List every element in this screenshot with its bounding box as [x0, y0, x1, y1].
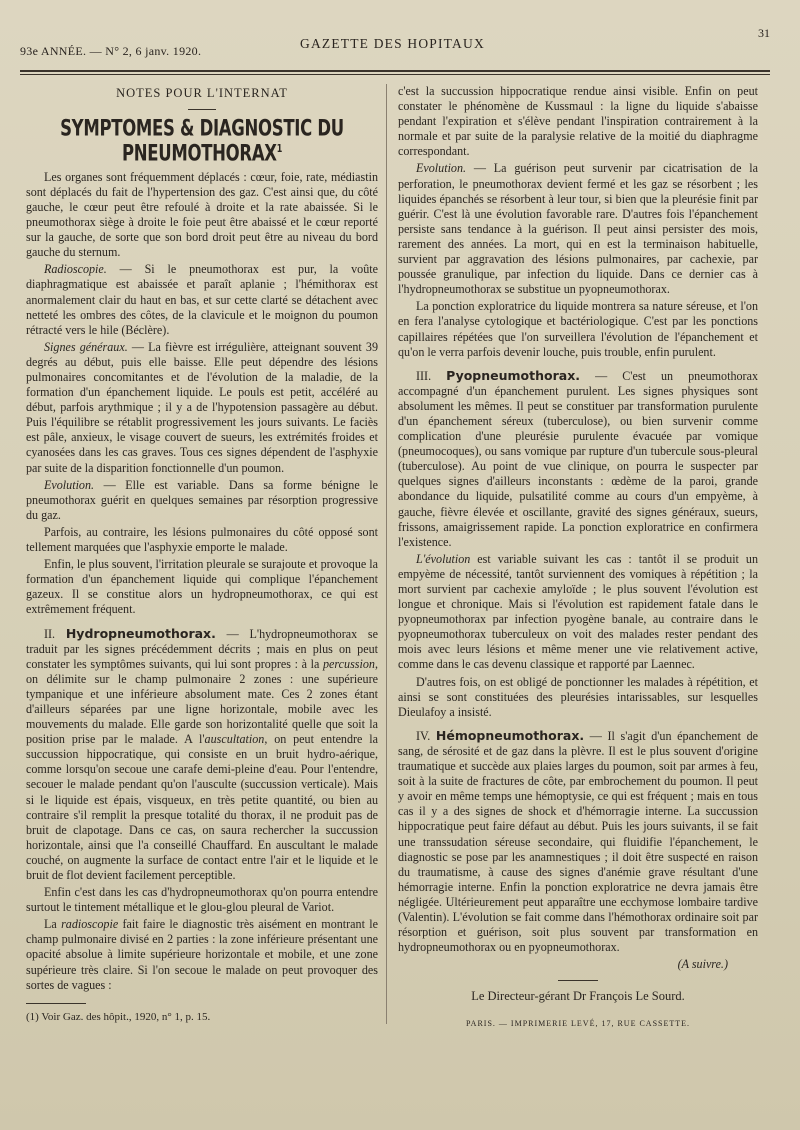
article-columns: [20, 84, 770, 1084]
paragraph: [26, 478, 378, 523]
paragraph: Les organes sont fréquemment déplacés : cœur, foie, rate, médiastin sont déplacés du fait de l'hypertension des gaz. C'est ainsi que, du côté gauche, le cœur peut être refoulé à droite et la rate abaissée. Si le pneumothorax siège à droite le foie peut être abaissé et le cœur reporté sur la gauche, de sorte que son bord droit peut être au niveau du bord gauche du sternum.: [26, 169, 378, 260]
page-number: 31: [758, 26, 770, 40]
paragraph-text: — Il s'agit d'un épanchement de sang, de sérosité et de gaz dans la plèvre. Il est le plus souvent d'origine traumatique et succède aux plaies larges du poumon, soit par armes à feu, soit à la suite de fractures de côte, par embrochement du poumon. Il peut y avoir en même temps une hémoptysie, ce qui est fréquent ; mais en tous cas il y a des signes de shock et d'hémorragie interne. La succussion hippocratique peut faire défaut au début. Puis les jours suivants, il se fait une transsudation séreuse secondaire, qui fluidifie l'épanchement, le diagnostic se pose par les anamnestiques ; il doit être suspecté en raison du traumatisme, à cause des signes d'anémie grave résultant d'une hémorragie interne. Enfin la ponction exploratrice ne devra jamais être négligée. Ultérieurement peut apparaître une ecchymose lombaire tardive (Valentin). L'évolution se fait comme dans l'hémothorax ordinaire soit par résorption et guérison, soit plus souvent par transformation en hydropneumothorax ou en pyopneumothorax.: [398, 728, 759, 955]
section-title: Hydropneumothorax.: [65, 625, 216, 641]
paragraph: Enfin c'est dans les cas d'hydropneumothorax qu'on pourra entendre surtout le tintement métallique et le glou-glou pleural de Variot.: [26, 885, 378, 915]
header-rule: [20, 70, 770, 72]
paragraph-text: — Si le pneumothorax est pur, la voûte diaphragmatique est abaissée et paraît aplanie ; l'hémithorax est anormalement clair du haut en bas, et sur cette clarté se détachent avec netteté les ombres des côtes, de la clavicule et le moignon du poumon rétracté vers le hile (Béclère).: [26, 262, 378, 337]
section-paragraph: [26, 626, 378, 884]
paragraph: D'autres fois, on est obligé de ponctionner les malades à répétition, et ainsi se sont constituées des pleurésies intarissables, sur lesquelles Dieulafoy a insisté.: [398, 674, 758, 719]
paragraph-text: — La guérison peut survenir par cicatrisation de la perforation, le pneumothorax devient fermé et les gaz se résorbent ; les liquides épanchés se résorbent à leur tour, si bien que la pleurésie finit par guérir. C'est là une évolution favorable rare. D'autres fois l'épanchement persiste sans tendance à la guérison. Il peut ainsi persister des mois, rarement des années. La mort, qui en est la terminaison habituelle, survient par aggravation des lésions pulmonaires, par cachexie, par poussée granulique, par infection du liquide. Dans ce dernier cas à l'hydropneumothorax se substitue un pyopneumothorax.: [398, 161, 758, 297]
paragraph-text: — C'est un pneumothorax accompagné d'un épanchement purulent. Les signes physiques sont absolument les mêmes. Il peut se constituer par transformation purulente d'un épanchement séreux (tuberculose), ou bien survenir comme complication d'une pleurésie purulente évacuée par vomique (pneumocoques), ou sans vomique par rupture d'un tubercule sous-pleural (tuberculose). Au point de vue clinique, on pourra le suspecter par quelques signes d'ailleurs inconstants : œdème de la paroi, grande abondance du liquide, pulsatilité comme au cours d'un empyème, à gauche, fièvre élevée et oscillante, gravité des signes généraux, sueurs, frissons, amaigrissement rapide. La ponction exploratrice en confirmera l'existence.: [398, 368, 758, 549]
column-divider: [386, 84, 387, 1024]
paragraph: [398, 552, 758, 673]
issue-line: 93e ANNÉE. — N° 2, 6 janv. 1920.: [20, 44, 202, 58]
article-title-text: SYMPTOMES & DIAGNOSTIC DU PNEUMOTHORAX: [60, 115, 344, 167]
heading-rule: [188, 109, 216, 110]
italic-term: auscultation: [204, 732, 265, 747]
printer-line: PARIS. — IMPRIMERIE LEVÉ, 17, RUE CASSETTE.: [465, 1019, 691, 1029]
paragraph-text: La: [44, 917, 62, 932]
section-title: Pyopneumothorax.: [446, 367, 581, 383]
left-column: [26, 84, 378, 1027]
italic-term: L'évolution: [416, 551, 471, 566]
section-number: IV.: [416, 728, 436, 743]
paragraph-text: fait faire le diagnostic très aisément en montrant le champ pulmonaire divisé en 2 parties : la zone inférieure présentant une opacité absolue à limite supérieure horizontale et mobile, et une zone supérieure très claire. Si l'on secoue le malade on peut provoquer des sortes de vagues :: [26, 917, 378, 992]
paragraph-text: est variable suivant les cas : tantôt il se produit un empyème de nécessité, tantôt surviennent des vomiques à répétition ; la mort survient par cachexie amyloïde ; le plus souvent l'évolution est longue et chronique. Mais si l'évolution est rapidement fatale dans le pyopneumothorax par infection pyogène banale, au contraire dans le pyopneumothorax tuberculeux on voit des malades rester pendant des mois avec leurs lésions et même mener une vie relativement active, comme dans le cas devenu classique et rapporté par Laennec.: [398, 551, 758, 672]
paragraph: c'est la succussion hippocratique rendue ainsi visible. Enfin on peut constater le phénomène de Kussmaul : la ligne du liquide s'abaisse pendant l'expiration et s'élève pendant l'inspiration contrairement à la normale et par suite de la paralysie relative de la moitié du diaphragme correspondant.: [398, 84, 758, 159]
italic-term: percussion: [323, 656, 375, 671]
paragraph: [26, 917, 378, 992]
paragraph-text: , on peut entendre la succussion hippocratique, qui consiste en un bruit hydro-aérique, comme lorsqu'on secoue une carafe demi-pleine d'eau. Pour l'entendre, secouer le malade pendant qu'on l'ausculte (succussion verticale). Mais si le liquide est épais, visqueux, en très petite quantité, ou bien au contraire s'il remplit la presque totalité du thorax, il ne produit pas de bruit de clapotage. Dans ce cas, on saura rechercher la succussion horizontale, ainsi que l'a conseillé Chauffard. En auscultant le malade couché, on augmente la surface de contact entre l'air et le liquide et le bruit de flot devient facilement perceptible.: [26, 732, 378, 882]
paragraph: Parfois, au contraire, les lésions pulmonaires du côté opposé sont tellement marquées que l'asphyxie emporte le malade.: [26, 524, 378, 555]
paragraph: La ponction exploratrice du liquide montrera sa nature séreuse, et l'on en fera l'analyse cytologique et bactériologique. C'est par les ponctions capillaires répétées que l'on surveillera l'évolution de l'épanchement et qu'on le verra parfois devenir louche, puis trouble, enfin purulent.: [398, 299, 758, 359]
section-heading: NOTES POUR L'INTERNAT: [116, 86, 288, 100]
title-footnote-mark: 1: [276, 142, 282, 155]
paragraph-label: Radioscopie.: [44, 262, 107, 277]
paragraph: Enfin, le plus souvent, l'irritation pleurale se surajoute et provoque la formation d'un épanchement liquide qui complique l'épanchement gazeux. Il se constitue alors un hydropneumothorax, ce qui est extrêmement fréquent.: [26, 557, 378, 617]
right-column: [398, 84, 758, 1032]
article-title: [26, 115, 378, 167]
journal-title: GAZETTE DES HOPITAUX: [300, 36, 485, 51]
page-header: [20, 26, 770, 66]
paragraph: [26, 262, 378, 337]
section-title: Hémopneumothorax.: [435, 727, 585, 743]
section-paragraph: [398, 368, 758, 550]
signature: Le Directeur-gérant Dr François Le Sourd.: [471, 989, 685, 1004]
italic-term: radioscopie: [61, 917, 119, 932]
paragraph-label: Signes généraux.: [44, 339, 128, 354]
section-paragraph: [398, 728, 758, 955]
to-follow-text: (A suivre.): [677, 957, 728, 972]
paragraph-text: , on délimite sur le champ pulmonaire 2 zones : une supérieure tympanique et une inférieure absolument mate. Ces 2 zones étant d'ailleurs séparées par une ligne horizontale, mobile avec les mouvements du malade. Elle garde son horizontalité quelle que soit la position prise par le malade. A l': [26, 656, 378, 747]
to-follow-note: [398, 957, 758, 972]
paragraph: [398, 161, 758, 297]
paragraph-label: Evolution.: [416, 161, 467, 176]
paragraph: [26, 340, 378, 476]
footnote: (1) Voir Gaz. des hôpit., 1920, n° 1, p. 15.: [26, 1010, 211, 1023]
paragraph-text: — Elle est variable. Dans sa forme bénigne le pneumothorax guérit en quelques semaines par résorption progressive du gaz.: [26, 477, 378, 522]
header-rule-thin: [20, 74, 770, 75]
footnote-rule: [26, 1003, 86, 1004]
paragraph-text: — La fièvre est irrégulière, atteignant souvent 39 degrés au début, puis elle baisse. Elle peut dépendre des lésions pulmonaires concomitantes et de l'évolution de la maladie, de la formation d'un épanchement liquide. Le pouls est petit, accéléré au début, parfois arythmique ; il y a de l'hypotension passagère au début. Puis l'équilibre se rétablit progressivement les jours suivants. Le faciès est pâle, anxieux, le visage couvert de sueurs, les extrémités froides et cyanosées dans les cas graves. Tous ces signes dépendent de l'asphyxie par suite de la disparition fonctionnelle d'un poumon.: [26, 339, 379, 475]
paragraph-label: Evolution.: [44, 477, 95, 492]
signature-rule: [558, 980, 598, 981]
section-number: III.: [416, 368, 447, 383]
section-number: II.: [44, 626, 66, 641]
paragraph-text: — L'hydropneumothorax se traduit par les signes précédemment décrits ; mais en plus on peut constater les symptômes suivants, qui lui sont propres : à la: [26, 626, 378, 671]
